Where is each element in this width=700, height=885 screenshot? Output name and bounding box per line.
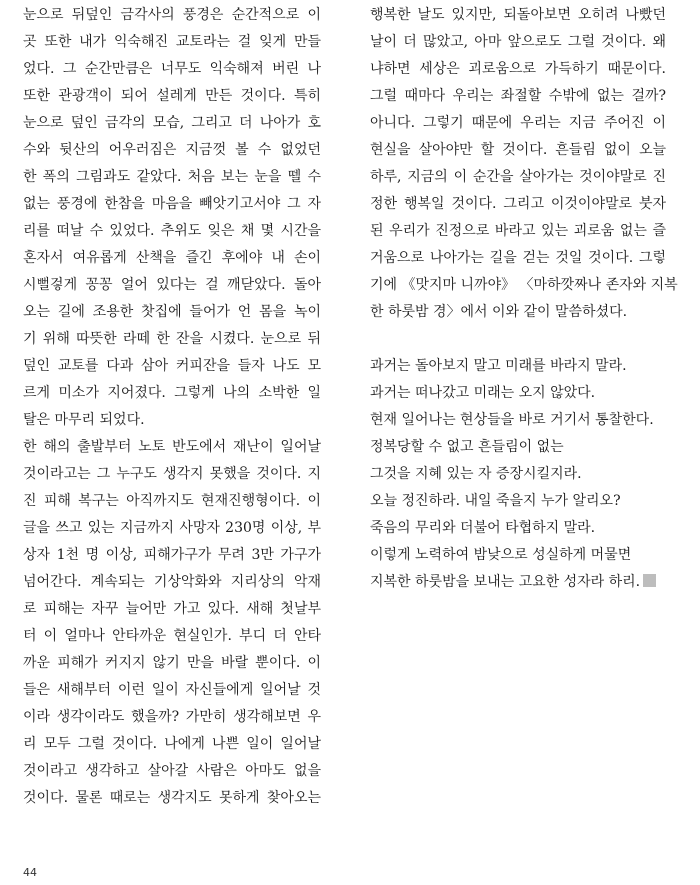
text-line: 진 피해 복구는 아직까지도 현재진행형이다. 이 xyxy=(23,493,321,509)
text-line: 한 하룻밤 경〉에서 이와 같이 말씀하셨다. xyxy=(370,304,628,320)
text-line: 시뻘겋게 꽁꽁 얼어 있다는 걸 깨닫았다. 돌아 xyxy=(23,277,321,293)
page-number: 44 xyxy=(23,866,37,879)
verse-line: 오늘 정진하라. 내일 죽을지 누가 알리오? xyxy=(370,493,621,509)
text-line: 또한 관광객이 되어 설레게 만든 것이다. 특히 xyxy=(23,88,321,104)
text-line: 터 이 얼마나 안타까운 현실인가. 부디 더 안타 xyxy=(23,628,321,644)
text-line: 넘어간다. 계속되는 기상악화와 지리상의 악재 xyxy=(23,574,321,590)
text-line: 날이 더 많았고, 아마 앞으로도 그럴 것이다. 왜 xyxy=(370,34,666,50)
text-line: 냐하면 세상은 괴로움으로 가득하기 때문이다. xyxy=(370,61,666,77)
text-line: 한 폭의 그림과도 같았다. 처음 보는 눈을 뗄 수 xyxy=(23,169,321,185)
end-of-article-mark xyxy=(643,574,656,587)
text-line: 없는 풍경에 한참을 마음을 빼앗기고서야 그 자 xyxy=(23,196,321,212)
text-line: 오는 길에 조용한 찻집에 들어가 언 몸을 녹이 xyxy=(23,304,321,320)
text-line: 하루, 지금의 이 순간을 살아가는 것이야말로 진 xyxy=(370,169,666,185)
text-line: 수와 뒷산의 어우러짐은 지금껏 볼 수 없었던 xyxy=(23,142,321,158)
text-line: 것이라고는 그 누구도 생각지 못했을 것이다. 지 xyxy=(23,466,321,482)
text-line: 기 위해 따뜻한 라떼 한 잔을 시켰다. 눈으로 뒤 xyxy=(23,331,321,347)
verse-line: 그것을 지혜 있는 자 증장시킬지라. xyxy=(370,466,582,482)
text-line: 이라 생각이라도 했을까? 가만히 생각해보면 우 xyxy=(23,709,321,725)
text-line: 눈으로 뒤덮인 금각사의 풍경은 순간적으로 이 xyxy=(23,7,321,23)
text-line: 까운 피해가 커지지 않기 만을 바랄 뿐이다. 이 xyxy=(23,655,321,671)
text-line: 로 피해는 자꾸 늘어만 가고 있다. 새해 첫날부 xyxy=(23,601,321,617)
text-line: 기에 《맛지마 니까야》 〈마하깟짜나 존자와 지복 xyxy=(370,277,678,293)
text-line: 덮인 교토를 다과 삼아 커피잔을 들자 나도 모 xyxy=(23,358,321,374)
verse-line: 이렇게 노력하여 밤낮으로 성실하게 머물면 xyxy=(370,547,632,563)
text-line: 그럴 때마다 우리는 좌절할 수밖에 없는 걸까? xyxy=(370,88,666,104)
text-line: 곳 또한 내가 익숙해진 교토라는 걸 잊게 만들 xyxy=(23,34,321,50)
text-line: 글을 쓰고 있는 지금까지 사망자 230명 이상, 부 xyxy=(23,520,321,536)
text-line: 눈으로 덮인 금각의 모습, 그리고 더 나아가 호 xyxy=(23,115,321,131)
text-line: 었다. 그 순간만큼은 너무도 익숙해져 버린 나 xyxy=(23,61,321,77)
text-line: 된 우리가 진정으로 바라고 있는 괴로움 없는 즐 xyxy=(370,223,666,239)
text-line: 한 해의 출발부터 노토 반도에서 재난이 일어날 xyxy=(23,439,321,455)
text-line: 정한 행복일 것이다. 그리고 이것이야말로 붓자 xyxy=(370,196,666,212)
text-line: 것이라고 생각하고 살아갈 사람은 아마도 없을 xyxy=(23,763,321,779)
text-line: 상자 1천 명 이상, 피해가구가 무려 3만 가구가 xyxy=(23,547,321,563)
text-line: 혼자서 여유롭게 산책을 즐긴 후에야 내 손이 xyxy=(23,250,321,266)
text-line: 행복한 날도 있지만, 되돌아보면 오히려 나빴던 xyxy=(370,7,666,23)
text-line: 아니다. 그렇기 때문에 우리는 지금 주어진 이 xyxy=(370,115,666,131)
verse-line: 정복당할 수 없고 흔들림이 없는 xyxy=(370,439,564,455)
verse-line: 과거는 떠나갔고 미래는 오지 않았다. xyxy=(370,385,596,401)
text-line: 탈은 마무리 되었다. xyxy=(23,412,145,428)
verse-line: 과거는 돌아보지 말고 미래를 바라지 말라. xyxy=(370,358,627,374)
text-line: 것이다. 물론 때로는 생각지도 못하게 찾아오는 xyxy=(23,790,321,806)
verse-line: 현재 일어나는 현상들을 바로 거기서 통찰한다. xyxy=(370,412,654,428)
text-line: 현실을 살아야만 할 것이다. 흔들림 없이 오늘 xyxy=(370,142,666,158)
verse-line: 죽음의 무리와 더불어 타협하지 말라. xyxy=(370,520,596,536)
text-line: 리 모두 그럴 것이다. 나에게 나쁜 일이 일어날 xyxy=(23,736,321,752)
text-line: 거움으로 나아가는 길을 걷는 것일 것이다. 그렇 xyxy=(370,250,666,266)
text-line: 리를 떠날 수 있었다. 추위도 잊은 채 몇 시간을 xyxy=(23,223,321,239)
verse-last-line xyxy=(370,569,656,596)
text-line: 르게 미소가 지어졌다. 그렇게 나의 소박한 일 xyxy=(23,385,321,401)
verse-line: 지복한 하룻밤을 보내는 고요한 성자라 하리. xyxy=(370,574,641,590)
text-line: 들은 새해부터 이런 일이 자신들에게 일어날 것 xyxy=(23,682,321,698)
